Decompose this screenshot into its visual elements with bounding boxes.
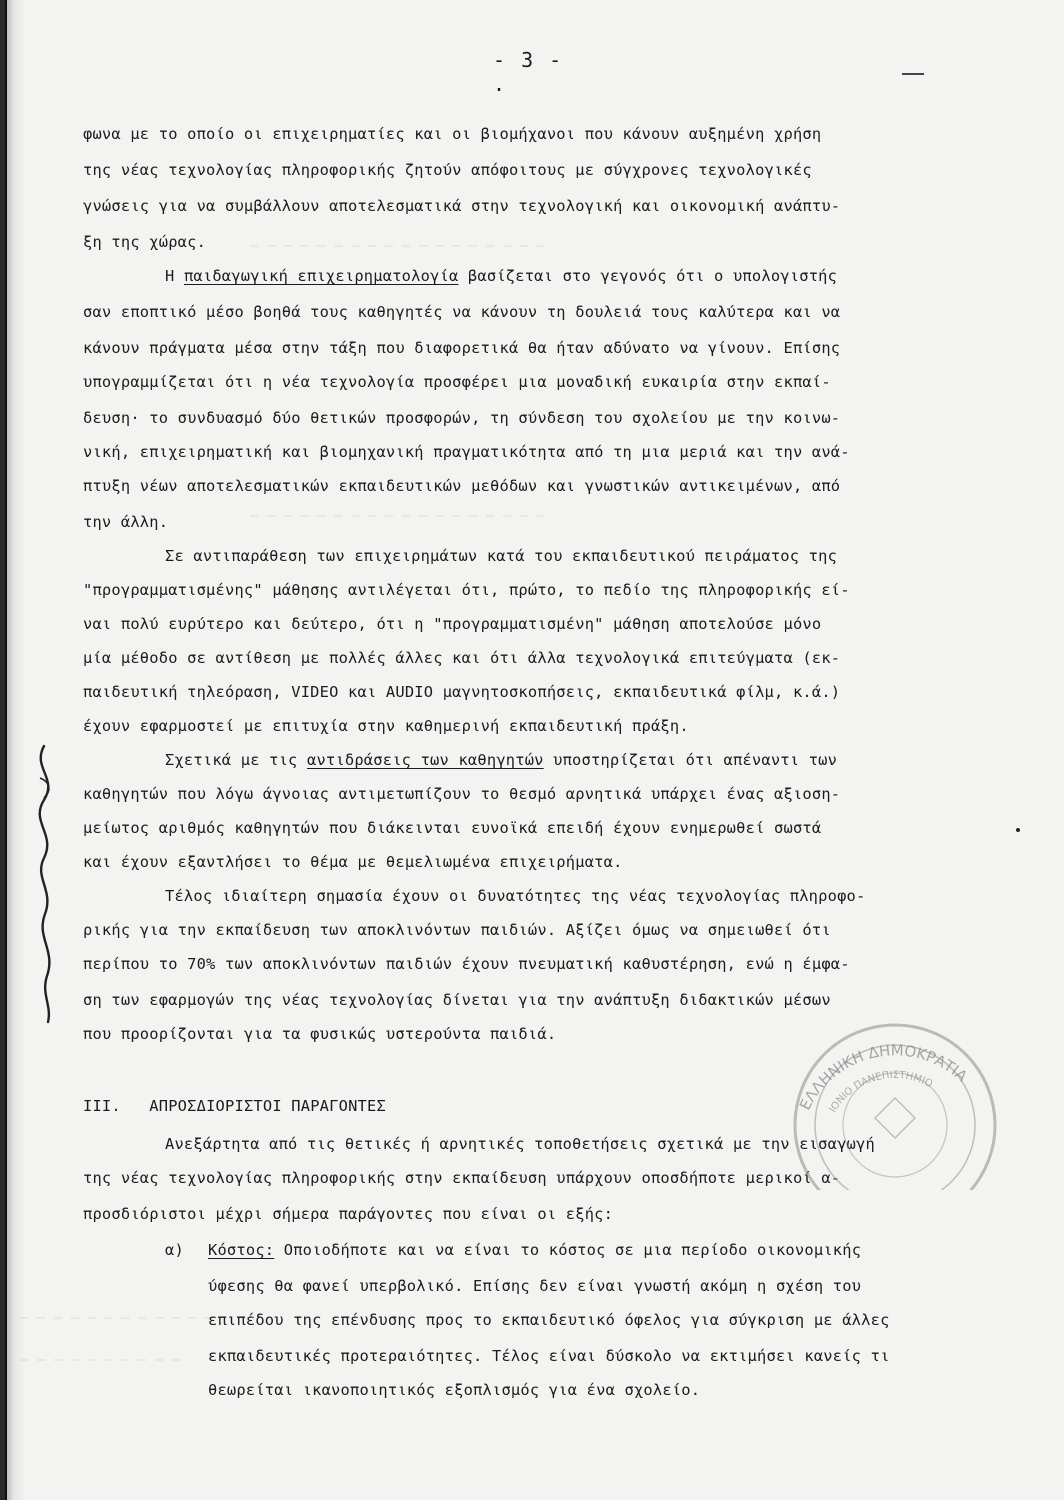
text-line: ξη της χώρας.	[83, 233, 207, 251]
text-line: υπογραμμίζεται ότι η νέα τεχνολογία προσφέρει μια μοναδική ευκαιρία στην εκπαί-	[83, 373, 831, 391]
handwritten-margin-mark	[14, 738, 74, 1028]
text-line: Τέλος ιδιαίτερη σημασία έχουν οι δυνατότητες της νέας τεχνολογίας πληροφο-	[165, 887, 866, 905]
list-item-marker: α)	[165, 1241, 184, 1259]
text-line: που προορίζονται για τα φυσικώς υστερούντα παιδιά.	[83, 1025, 557, 1043]
text-line: κάνουν πράγματα μέσα στην τάξη που διαφορετικά θα ήταν αδύνατο να γίνουν. Επίσης	[83, 339, 841, 357]
text-line: παιδευτική τηλεόραση, VIDEO και AUDIO μαγνητοσκοπήσεις, εκπαιδευτικά φίλμ, κ.ά.)	[83, 683, 841, 701]
text-line: καθηγητών που λόγω άγνοιας αντιμετωπίζουν το θεσμό αρνητικά υπάρχει ένας αξιοση-	[83, 785, 841, 803]
show-through-text: — — — — — — — — — —	[20, 1352, 181, 1368]
text-line: ρικής για την εκπαίδευση των αποκλινόντων παιδιών. Αξίζει όμως να σημειωθεί ότι	[83, 921, 831, 939]
ink-dot	[1016, 828, 1020, 832]
text-line: γνώσεις για να συμβάλλουν αποτελεσματικά στην τεχνολογική και οικονομική ανάπτυ-	[83, 197, 841, 215]
official-stamp	[770, 1000, 1020, 1190]
text-line: σαν εποπτικό μέσο βοηθά τους καθηγητές να κάνουν τη δουλειά τους καλύτερα και να	[83, 303, 841, 321]
text-line: ύφεσης θα φανεί υπερβολικό. Επίσης δεν είναι γνωστή ακόμη η σχέση του	[208, 1277, 862, 1295]
section-title: ΑΠΡΟΣΔΙΟΡΙΣΤΟΙ ΠΑΡΑΓΟΝΤΕΣ	[149, 1097, 386, 1115]
binding-line	[5, 0, 7, 1500]
stamp-outer-text: ΕΛΛΗΝΙΚΗ ΔΗΜΟΚΡΑΤΙΑ	[795, 1041, 971, 1113]
text-line: περίπου το 70% των αποκλινόντων παιδιών έχουν πνευματική καθυστέρηση, ενώ η έμφα-	[83, 955, 850, 973]
text-line: ναι πολύ ευρύτερο και δεύτερο, ότι η "προγραμματισμένη" μάθηση αποτελούσε μόνο	[83, 615, 822, 633]
text-line: της νέας τεχνολογίας πληροφορικής ζητούν απόφοιτους με σύγχρονες τεχνολογικές	[83, 161, 812, 179]
corner-mark	[902, 73, 924, 75]
text-line: Σε αντιπαράθεση των επιχειρημάτων κατά του εκπαιδευτικού πειράματος της	[165, 547, 838, 565]
item-label: Κόστος:	[208, 1241, 275, 1259]
text-fragment: Οποιοδήποτε και να είναι το κόστος σε μια περίοδο οικονομικής	[274, 1241, 862, 1259]
list-item-first-line	[208, 1240, 861, 1260]
section-number: III.	[83, 1097, 121, 1115]
section-heading	[83, 1096, 386, 1116]
text-fragment: Σχετικά με τις	[165, 751, 307, 769]
text-line: "προγραμματισμένης" μάθησης αντιλέγεται ότι, πρώτο, το πεδίο της πληροφορικής εί-	[83, 581, 850, 599]
text-line: την άλλη.	[83, 513, 169, 531]
text-line: επιπέδου της επένδυσης προς το εκπαιδευτικό όφελος για σύγκριση με άλλες	[208, 1311, 890, 1329]
stamp-inner-text: ΙΟΝΙΟ ΠΑΝΕΠΙΣΤΗΜΙΟ	[827, 1069, 935, 1115]
underlined-term: παιδαγωγική επιχειρηματολογία	[183, 267, 459, 285]
text-line	[165, 266, 837, 286]
svg-text:ΙΟΝΙΟ ΠΑΝΕΠΙΣΤΗΜΙΟ	[827, 1070, 934, 1115]
text-line: προσδιόριστοι μέχρι σήμερα παράγοντες που είναι οι εξής:	[83, 1205, 614, 1223]
show-through-text: — — — — — — — — — — — —	[20, 1310, 214, 1326]
text-line	[165, 750, 837, 770]
underlined-term: αντιδράσεις των καθηγητών	[307, 751, 544, 769]
text-fragment: υποστηρίζεται ότι απέναντι των	[543, 751, 838, 769]
text-line: ση των εφαρμογών της νέας τεχνολογίας δίνεται για την ανάπτυξη διδακτικών μέσων	[83, 991, 831, 1009]
text-line: φωνα με το οποίο οι επιχειρηματίες και οι βιομήχανοι που κάνουν αυξημένη χρήση	[83, 125, 822, 143]
text-line: της νέας τεχνολογίας πληροφορικής στην εκπαίδευση υπάρχουν οποσδήποτε μερικοί α-	[83, 1169, 841, 1187]
text-line: θεωρείται ικανοποιητικός εξοπλισμός για ένα σχολείο.	[208, 1381, 701, 1399]
text-line: μία μέθοδο σε αντίθεση με πολλές άλλες και ότι άλλα τεχνολογικά επιτεύγματα (εκ-	[83, 649, 841, 667]
text-line: πτυξη νέων αποτελεσματικών εκπαιδευτικών μεθόδων και γνωστικών αντικειμένων, από	[83, 477, 841, 495]
text-fragment: βασίζεται στο γεγονός ότι ο υπολογιστής	[458, 267, 838, 285]
show-through-text: — — — — — — — — — — — — — — — — — —	[250, 238, 546, 254]
text-line: μείωτος αριθμός καθηγητών που διάκεινται ευνοϊκά επειδή έχουν ενημερωθεί σωστά	[83, 819, 822, 837]
text-line: έχουν εφαρμοστεί με επιτυχία στην καθημερινή εκπαιδευτική πράξη.	[83, 717, 689, 735]
page-number: - 3 - .	[493, 48, 564, 96]
text-line: Ανεξάρτητα από τις θετικές ή αρνητικές τοποθετήσεις σχετικά με την εισαγωγή	[165, 1135, 875, 1153]
text-line: και έχουν εξαντλήσει το θέμα με θεμελιωμένα επιχειρήματα.	[83, 853, 623, 871]
text-line: δευση· το συνδυασμό δύο θετικών προσφορών, τη σύνδεση του σχολείου με την κοινω-	[83, 409, 841, 427]
text-line: εκπαιδευτικές προτεραιότητες. Τέλος είναι δύσκολο να εκτιμήσει κανείς τι	[208, 1347, 890, 1365]
text-line: νική, επιχειρηματική και βιομηχανική πραγματικότητα από τη μια μεριά και την ανά-	[83, 443, 850, 461]
text-fragment: Η	[165, 267, 184, 285]
show-through-text: — — — — — — — — — — — — — — — — — —	[250, 508, 546, 524]
